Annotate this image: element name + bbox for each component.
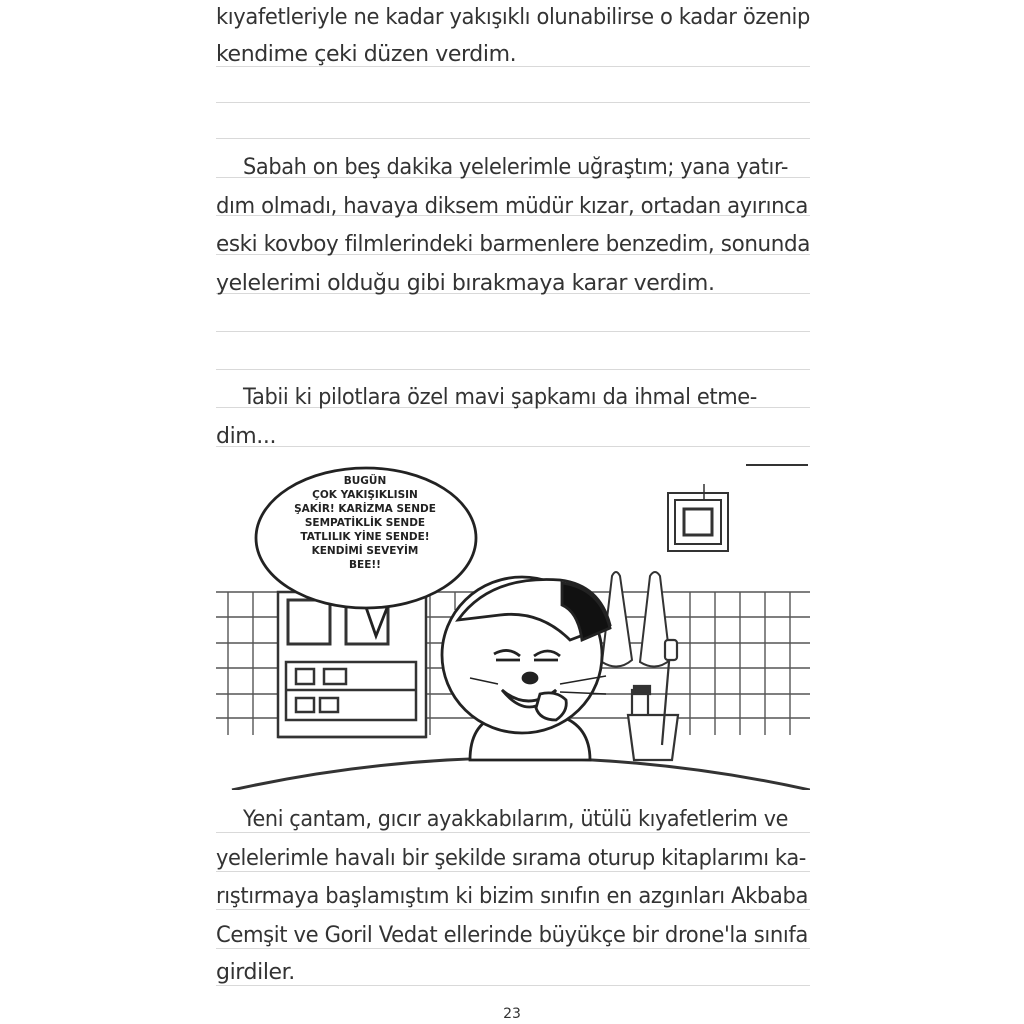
text-line-content: yelelerimle havalı bir şekilde sırama oturup kitaplarımı ka- [216,846,806,871]
wall-mirror [668,484,728,551]
ruled-line [216,331,810,332]
bubble-line: ÇOK YAKIŞIKLISIN [312,489,418,501]
ruled-line [216,138,810,139]
text-line-content: girdiler. [216,960,295,985]
text-line-content: yelelerimi olduğu gibi bırakmaya karar verdim. [216,271,715,296]
page-number: 23 [503,1006,521,1022]
text-line [216,193,831,221]
text-line-content: kendime çeki düzen verdim. [216,42,517,67]
text-line [243,154,816,182]
towels [602,572,670,667]
text-line [216,270,715,298]
text-line-content: dim... [216,424,277,449]
speech-bubble-text [250,474,480,572]
ruled-line [216,102,810,103]
counter-top [232,758,810,790]
text-line-content: eski kovboy filmlerindeki barmenlere benzedim, sonunda [216,232,810,257]
ruled-line [216,369,810,370]
bubble-line: TATLILIK YİNE SENDE! [300,531,430,543]
text-line-content: Cemşit ve Goril Vedat ellerinde büyükçe bir drone'la sınıfa [216,923,808,948]
text-line-content: kıyafetleriyle ne kadar yakışıklı olunabilirse o kadar özenip [216,5,810,30]
bubble-line: ŞAKİR! KARİZMA SENDE [294,503,436,515]
bubble-line: KENDİMİ SEVEYİM [311,545,419,557]
text-line [216,4,837,32]
ruled-line [216,985,810,986]
ruled-line [216,446,810,447]
text-line-content: dım olmadı, havaya diksem müdür kızar, ortadan ayırınca [216,194,808,219]
text-line [216,41,516,69]
cabinet [278,592,426,737]
text-line-content: rıştırmaya başlamıştım ki bizim sınıfın en azgınları Akbaba [216,884,808,909]
bubble-tail-mask [358,586,396,596]
text-line [216,845,835,873]
text-line-content: Sabah on beş dakika yelelerimle uğraştım; yana yatır- [243,155,788,180]
bubble-line: BEE!! [349,559,381,571]
text-line [243,806,821,834]
text-line [243,384,782,412]
bubble-line: SEMPATİKLİK SENDE [304,517,426,529]
text-line [216,231,825,259]
text-line-content: Yeni çantam, gıcır ayakkabılarım, ütülü kıyafetlerim ve [243,807,788,832]
character-sakir [442,577,610,760]
text-line [216,922,832,950]
text-line [216,883,834,911]
bubble-line: BUGÜN [343,475,387,487]
text-line-content: Tabii ki pilotlara özel mavi şapkamı da ihmal etme- [243,385,757,410]
text-line [216,423,276,451]
text-line [216,959,295,987]
